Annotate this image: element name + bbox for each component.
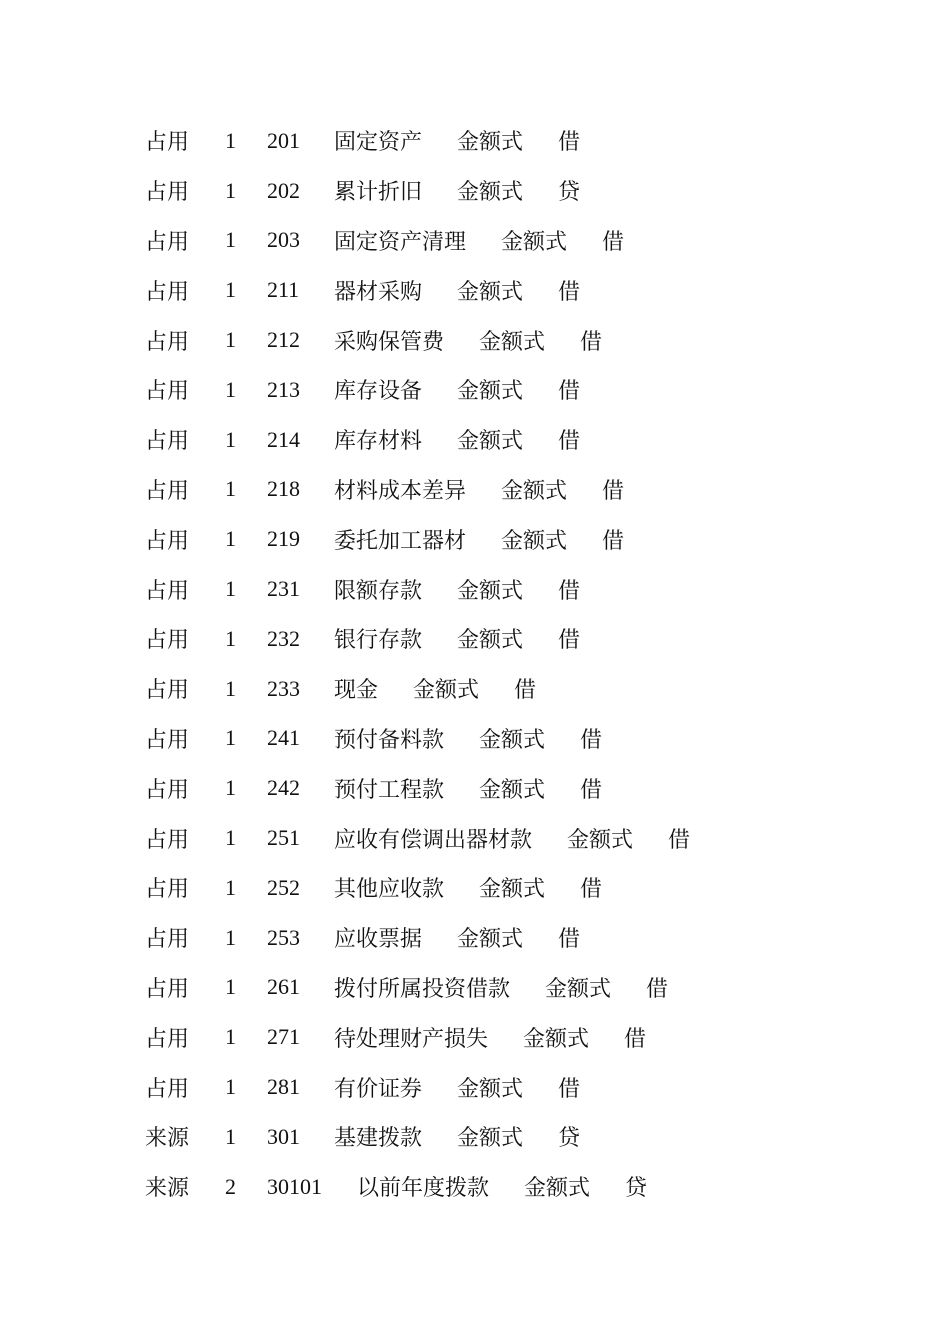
account-level: 2: [225, 1173, 236, 1199]
balance-direction: 借: [558, 927, 581, 953]
account-name: 采购保管费: [334, 329, 445, 355]
account-type: 占用: [145, 329, 190, 355]
account-code: 218: [267, 476, 300, 502]
account-format: 金额式: [479, 329, 546, 355]
account-code: 253: [267, 924, 300, 950]
account-name: 拨付所属投资借款: [334, 976, 511, 1002]
account-row: [145, 315, 905, 365]
balance-direction: 贷: [625, 1176, 648, 1202]
balance-direction: 贷: [558, 1126, 581, 1152]
account-type: 占用: [145, 628, 190, 654]
account-type: 占用: [145, 180, 190, 206]
account-type: 占用: [145, 1026, 190, 1052]
account-row: [145, 116, 905, 166]
account-code: 203: [267, 227, 300, 253]
account-code: 202: [267, 177, 300, 203]
balance-direction: 借: [580, 727, 603, 753]
account-format: 金额式: [479, 777, 546, 803]
account-type: 占用: [145, 279, 190, 305]
balance-direction: 借: [580, 777, 603, 803]
account-format: 金额式: [501, 478, 568, 504]
balance-direction: 借: [558, 130, 581, 156]
account-level: 1: [225, 327, 236, 353]
account-format: 金额式: [567, 827, 634, 853]
account-code: 252: [267, 874, 300, 900]
account-name: 应收有偿调出器材款: [334, 827, 533, 853]
account-level: 1: [225, 1024, 236, 1050]
account-code: 271: [267, 1024, 300, 1050]
account-code: 261: [267, 974, 300, 1000]
account-code: 231: [267, 576, 300, 602]
account-level: 1: [225, 227, 236, 253]
account-row: [145, 714, 905, 764]
account-level: 1: [225, 825, 236, 851]
account-level: 1: [225, 625, 236, 651]
balance-direction: 借: [580, 329, 603, 355]
account-level: 1: [225, 874, 236, 900]
account-row: [145, 913, 905, 963]
account-row: [145, 1112, 905, 1162]
account-name: 库存设备: [334, 379, 423, 405]
account-name: 材料成本差异: [334, 478, 467, 504]
account-row: [145, 465, 905, 515]
account-name: 有价证券: [334, 1076, 423, 1102]
balance-direction: 借: [558, 279, 581, 305]
account-name: 限额存款: [334, 578, 423, 604]
balance-direction: 借: [646, 976, 669, 1002]
account-code: 281: [267, 1074, 300, 1100]
account-format: 金额式: [457, 130, 524, 156]
balance-direction: 借: [602, 229, 625, 255]
account-format: 金额式: [523, 1026, 590, 1052]
account-type: 占用: [145, 777, 190, 803]
account-format: 金额式: [457, 927, 524, 953]
account-code: 232: [267, 625, 300, 651]
account-code: 213: [267, 376, 300, 402]
account-name: 以前年度拨款: [357, 1176, 490, 1202]
account-level: 1: [225, 775, 236, 801]
account-format: 金额式: [457, 180, 524, 206]
account-row: [145, 265, 905, 315]
account-code: 219: [267, 526, 300, 552]
account-level: 1: [225, 476, 236, 502]
account-level: 1: [225, 725, 236, 751]
account-format: 金额式: [501, 528, 568, 554]
balance-direction: 借: [580, 877, 603, 903]
account-code: 251: [267, 825, 300, 851]
account-level: 1: [225, 1074, 236, 1100]
balance-direction: 借: [624, 1026, 647, 1052]
account-format: 金额式: [413, 678, 480, 704]
balance-direction: 借: [558, 379, 581, 405]
account-level: 1: [225, 675, 236, 701]
account-level: 1: [225, 1123, 236, 1149]
account-name: 委托加工器材: [334, 528, 467, 554]
account-type: 占用: [145, 429, 190, 455]
balance-direction: 借: [558, 429, 581, 455]
account-type: 占用: [145, 578, 190, 604]
balance-direction: 借: [558, 628, 581, 654]
account-type: 占用: [145, 727, 190, 753]
account-row: [145, 564, 905, 614]
account-row: [145, 614, 905, 664]
account-code: 212: [267, 327, 300, 353]
account-code: 233: [267, 675, 300, 701]
account-level: 1: [225, 576, 236, 602]
account-format: 金额式: [545, 976, 612, 1002]
account-type: 占用: [145, 528, 190, 554]
account-row: [145, 813, 905, 863]
account-type: 占用: [145, 827, 190, 853]
account-format: 金额式: [457, 1076, 524, 1102]
account-level: 1: [225, 127, 236, 153]
account-name: 其他应收款: [334, 877, 445, 903]
account-level: 1: [225, 924, 236, 950]
account-level: 1: [225, 974, 236, 1000]
account-format: 金额式: [479, 877, 546, 903]
account-name: 银行存款: [334, 628, 423, 654]
account-row: [145, 216, 905, 266]
account-format: 金额式: [457, 279, 524, 305]
account-name: 累计折旧: [334, 180, 423, 206]
account-row: [145, 365, 905, 415]
account-format: 金额式: [524, 1176, 591, 1202]
balance-direction: 贷: [558, 180, 581, 206]
account-row: [145, 415, 905, 465]
account-code: 214: [267, 426, 300, 452]
balance-direction: 借: [558, 1076, 581, 1102]
account-format: 金额式: [457, 1126, 524, 1152]
balance-direction: 借: [558, 578, 581, 604]
account-type: 占用: [145, 976, 190, 1002]
account-format: 金额式: [501, 229, 568, 255]
account-type: 占用: [145, 379, 190, 405]
account-format: 金额式: [457, 379, 524, 405]
account-code: 211: [267, 277, 300, 303]
account-type: 占用: [145, 229, 190, 255]
account-name: 应收票据: [334, 927, 423, 953]
account-format: 金额式: [479, 727, 546, 753]
account-row: [145, 963, 905, 1013]
account-row: [145, 166, 905, 216]
account-type: 占用: [145, 678, 190, 704]
account-type: 占用: [145, 877, 190, 903]
account-format: 金额式: [457, 628, 524, 654]
account-level: 1: [225, 426, 236, 452]
account-name: 固定资产: [334, 130, 423, 156]
account-type: 来源: [145, 1176, 190, 1202]
account-type: 来源: [145, 1126, 190, 1152]
account-name: 预付备料款: [334, 727, 445, 753]
account-format: 金额式: [457, 429, 524, 455]
account-level: 1: [225, 177, 236, 203]
balance-direction: 借: [514, 678, 537, 704]
account-code: 201: [267, 127, 300, 153]
account-list: [145, 116, 905, 1212]
account-name: 器材采购: [334, 279, 423, 305]
account-row: [145, 1062, 905, 1112]
account-level: 1: [225, 526, 236, 552]
account-code: 30101: [267, 1173, 322, 1199]
account-row: [145, 1162, 905, 1212]
account-name: 现金: [334, 678, 379, 704]
account-name: 固定资产清理: [334, 229, 467, 255]
balance-direction: 借: [602, 528, 625, 554]
account-level: 1: [225, 277, 236, 303]
account-row: [145, 763, 905, 813]
balance-direction: 借: [602, 478, 625, 504]
account-level: 1: [225, 376, 236, 402]
balance-direction: 借: [668, 827, 691, 853]
account-name: 待处理财产损失: [334, 1026, 489, 1052]
account-format: 金额式: [457, 578, 524, 604]
account-name: 库存材料: [334, 429, 423, 455]
account-code: 242: [267, 775, 300, 801]
account-code: 301: [267, 1123, 300, 1149]
account-row: [145, 1012, 905, 1062]
account-name: 基建拨款: [334, 1126, 423, 1152]
account-name: 预付工程款: [334, 777, 445, 803]
account-type: 占用: [145, 130, 190, 156]
account-code: 241: [267, 725, 300, 751]
account-type: 占用: [145, 478, 190, 504]
account-row: [145, 863, 905, 913]
account-type: 占用: [145, 1076, 190, 1102]
account-row: [145, 664, 905, 714]
account-row: [145, 514, 905, 564]
account-type: 占用: [145, 927, 190, 953]
